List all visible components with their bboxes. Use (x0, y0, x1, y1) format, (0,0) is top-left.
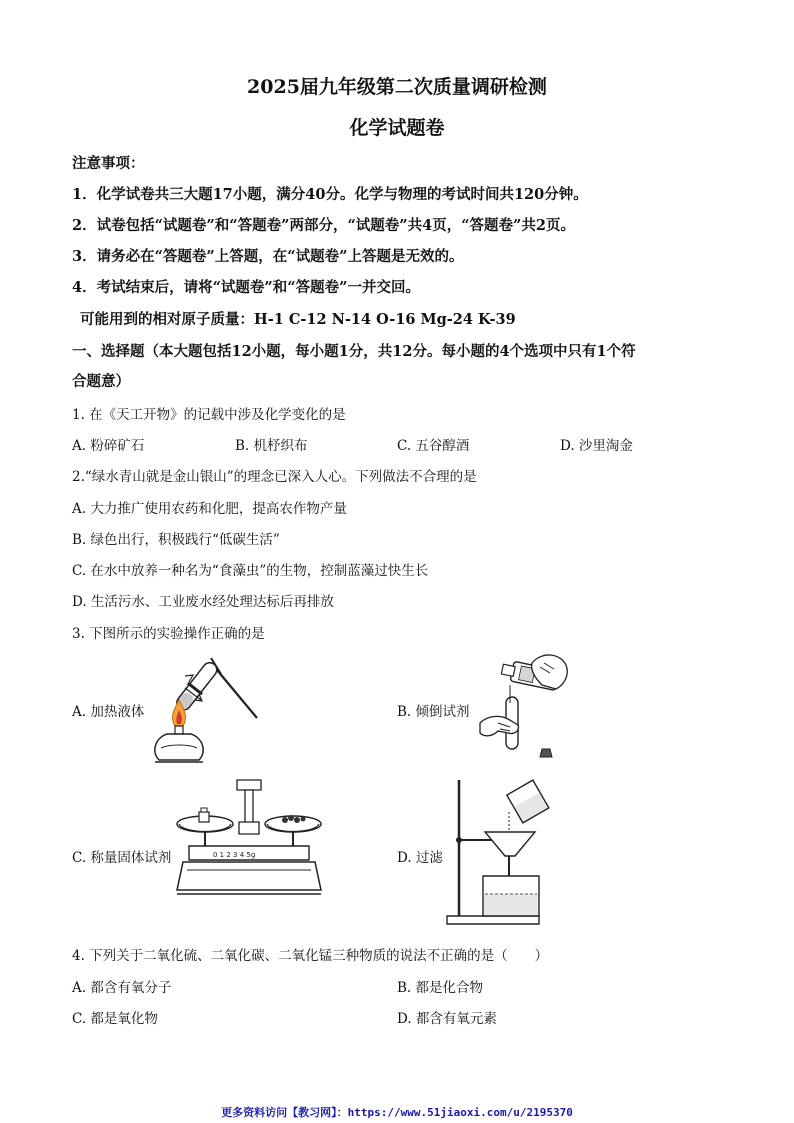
question-4-stem: 4. 下列关于二氧化硫、二氧化碳、二氧化锰三种物质的说法不正确的是（ ） (72, 948, 549, 964)
q4-option-d: D. 都含有氧元素 (397, 1011, 497, 1027)
question-1-stem: 1. 在《天工开物》的记载中涉及化学变化的是 (72, 407, 346, 423)
balance-scale-text: 0 1 2 3 4 5g (213, 851, 256, 859)
q2-option-c: C. 在水中放养一种名为“食藻虫”的生物，控制蓝藻过快生长 (72, 563, 429, 579)
q3-option-c: C. 称量固体试剂 (72, 850, 172, 866)
q1-option-a: A. 粉碎矿石 (72, 438, 145, 454)
q4-option-c: C. 都是氧化物 (72, 1011, 158, 1027)
notice-item: 3．请务必在“答题卷”上答题，在“试题卷”上答题是无效的。 (72, 248, 464, 265)
notice-item: 4．考试结束后，请将“试题卷”和“答题卷”一并交回。 (72, 279, 420, 296)
notice-item: 1．化学试卷共三大题17小题，满分40分。化学与物理的考试时间共120分钟。 (72, 186, 588, 203)
q3-option-b: B. 倾倒试剂 (397, 704, 470, 720)
q4-option-b: B. 都是化合物 (397, 980, 484, 996)
q3-option-d: D. 过滤 (397, 850, 443, 866)
balance-illustration (175, 772, 325, 902)
heating-liquid-illustration (145, 648, 265, 776)
section-heading-cont: 合题意） (72, 373, 130, 390)
q3-option-a: A. 加热液体 (72, 704, 145, 720)
q1-option-b: B. 机杼织布 (235, 438, 308, 454)
q2-option-a: A. 大力推广使用农药和化肥，提高农作物产量 (72, 501, 347, 517)
question-3-stem: 3. 下图所示的实验操作正确的是 (72, 626, 265, 642)
page-subtitle: 化学试题卷 (349, 117, 445, 139)
question-2-stem: 2.“绿水青山就是金山银山”的理念已深入人心。下列做法不合理的是 (72, 469, 477, 485)
notice-item: 2．试卷包括“试题卷”和“答题卷”两部分，“试题卷”共4页，“答题卷”共2页。 (72, 217, 575, 234)
page-title: 2025届九年级第二次质量调研检测 (247, 76, 547, 98)
footer-link[interactable]: 更多资料访问【教习网】：https://www.51jiaoxi.com/u/2195370 (221, 1106, 573, 1119)
q2-option-b: B. 绿色出行，积极践行“低碳生活” (72, 532, 280, 548)
atomic-masses: 可能用到的相对原子质量：H-1 C-12 N-14 O-16 Mg-24 K-39 (80, 311, 516, 328)
pouring-reagent-illustration (470, 645, 582, 763)
q4-option-a: A. 都含有氧分子 (72, 980, 172, 996)
section-heading: 一、选择题（本大题包括12小题，每小题1分，共12分。每小题的4个选项中只有1个符 (72, 343, 636, 360)
filtration-illustration (447, 778, 557, 928)
q1-option-d: D. 沙里淘金 (560, 438, 633, 454)
notice-heading: 注意事项： (72, 155, 145, 172)
q1-option-c: C. 五谷醇酒 (397, 438, 470, 454)
q2-option-d: D. 生活污水、工业废水经处理达标后再排放 (72, 594, 334, 610)
